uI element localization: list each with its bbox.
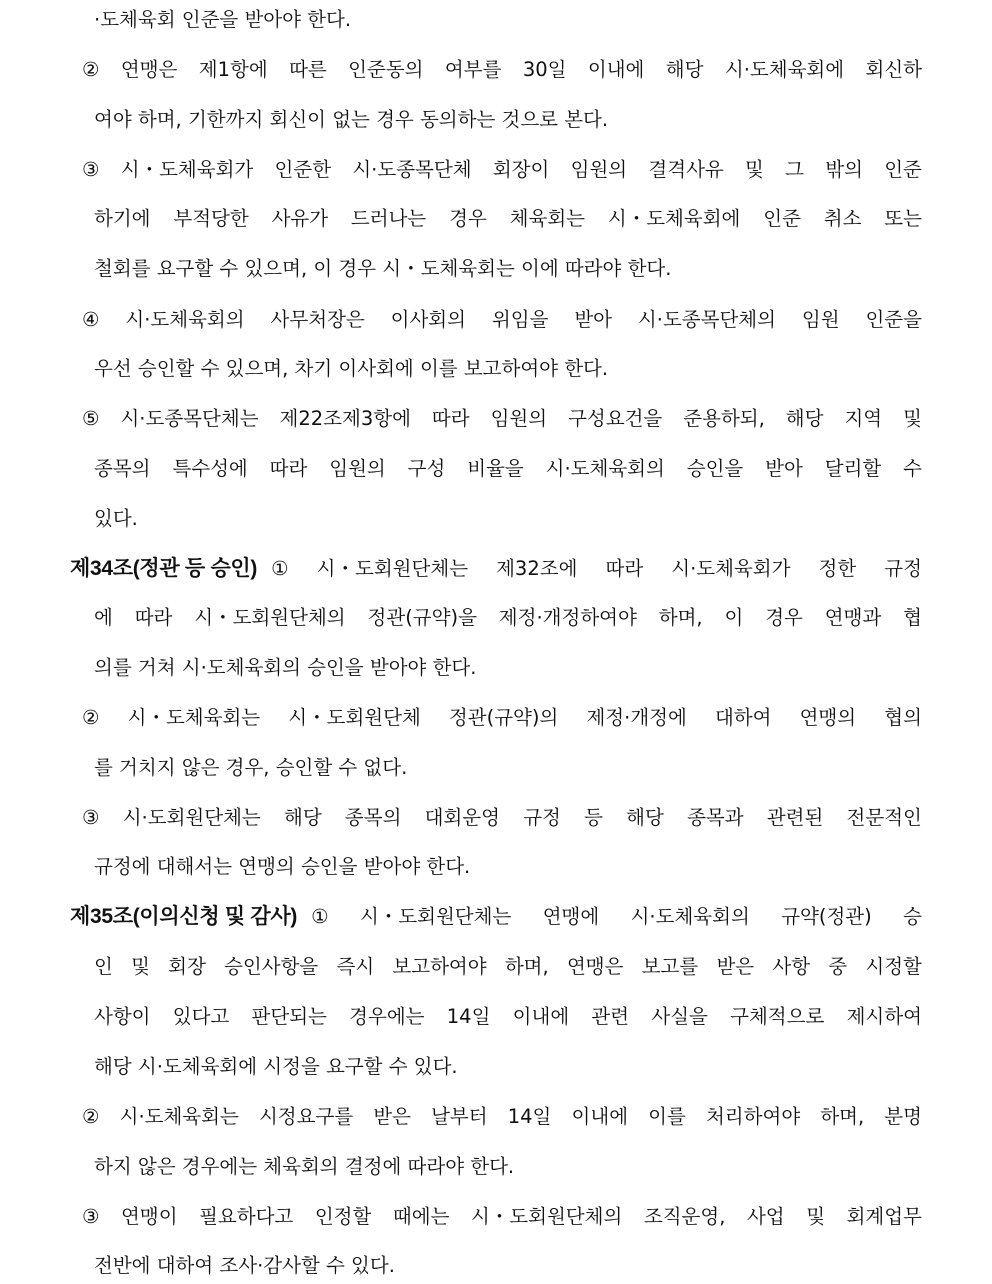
- word: 특수성에: [172, 457, 248, 480]
- article-34-p2-line: [82, 704, 922, 732]
- word: ③: [82, 158, 100, 181]
- paragraph-5-line: [94, 455, 922, 483]
- word: 따라: [431, 407, 470, 430]
- word: 시・도회원단체의: [194, 606, 346, 629]
- word: 종목과: [687, 806, 744, 829]
- word: 시정할: [865, 955, 922, 978]
- word: 이내에: [587, 58, 645, 81]
- word: 준용하되,: [683, 407, 765, 430]
- article-34-heading: 제34조(정관 등 승인): [70, 557, 258, 580]
- article-35-p2-line: [82, 1103, 922, 1131]
- word: 사실을: [651, 1005, 708, 1028]
- word: 관련된: [766, 806, 824, 829]
- word: 받아: [574, 308, 612, 331]
- word: 조직운영,: [643, 1205, 726, 1228]
- word: 및: [745, 158, 764, 181]
- word: 체육회는: [509, 207, 586, 230]
- word: 하며,: [658, 606, 703, 629]
- word: 및: [806, 1205, 826, 1228]
- article-34-p1-text: [271, 555, 922, 583]
- word: 회계업무: [846, 1205, 922, 1228]
- word: 시・도회원단체는: [316, 557, 469, 580]
- word: 중: [828, 955, 848, 978]
- word: 구체적으로: [730, 1005, 825, 1028]
- word: 하며,: [820, 1105, 865, 1128]
- word: 인: [94, 955, 113, 978]
- text-line: [94, 6, 351, 34]
- word: 연맹은: [120, 58, 178, 81]
- word: 사유가: [271, 207, 329, 230]
- word: 협: [903, 606, 922, 629]
- word: 이: [724, 606, 744, 629]
- word: 인준: [884, 158, 922, 181]
- paragraph-3-line: 철회를 요구할 수 있으며, 이 경우 시・도체육회는 이에 따라야 한다.: [94, 257, 672, 280]
- word: 제22조제3항에: [279, 407, 411, 430]
- word: 규정: [523, 806, 561, 829]
- word: 시·도체육회의: [630, 905, 750, 928]
- word: 정관(규약)을: [367, 606, 477, 629]
- word: 연맹의: [799, 706, 857, 729]
- word: 대하여: [714, 706, 772, 729]
- article-34-line: [94, 604, 922, 632]
- word: 시·도종목단체는: [120, 407, 259, 430]
- word: 사무처장은: [270, 308, 365, 331]
- word: 결격사유: [648, 158, 724, 181]
- word: 여부를: [444, 58, 502, 81]
- article-35-p1-text: [311, 903, 922, 931]
- word: 보고하여야: [392, 955, 487, 978]
- word: 필요하다고: [199, 1205, 294, 1228]
- paragraph-2-line: [82, 56, 922, 84]
- word: 경우: [449, 207, 487, 230]
- word: 전문적인: [846, 806, 922, 829]
- word: 에: [94, 606, 113, 629]
- word: 종목의: [94, 457, 151, 480]
- word: 즉시: [336, 955, 375, 978]
- word: 및: [131, 955, 150, 978]
- word: 판단되는: [251, 1005, 327, 1028]
- word: ⑤: [82, 407, 100, 430]
- word: 받아: [765, 457, 803, 480]
- word: 승인사항을: [224, 955, 319, 978]
- word: 제1항에: [198, 58, 268, 81]
- word: 승: [903, 905, 922, 928]
- article-35-line: [94, 953, 922, 981]
- word: 등: [584, 806, 603, 829]
- word: 처리하여야: [705, 1105, 801, 1128]
- word: 회장이: [492, 158, 550, 181]
- word: 있다고: [172, 1005, 230, 1028]
- word: 하기에: [94, 207, 151, 230]
- word: 시·도체육회에: [724, 58, 845, 81]
- word: 인준을: [865, 308, 922, 331]
- word: 정한: [818, 557, 857, 580]
- word: 인준동의: [348, 58, 424, 81]
- word: 시·도종목단체: [352, 158, 472, 181]
- word: 사항이: [94, 1005, 151, 1028]
- word: 드러나는: [350, 207, 427, 230]
- word: 또는: [884, 207, 922, 230]
- word: 이사회의: [390, 308, 466, 331]
- article-35-first-line: [70, 903, 922, 931]
- article-34-first-line: [70, 555, 922, 583]
- word: 시·도체육회가: [671, 557, 791, 580]
- word: 종목의: [344, 806, 402, 829]
- word: 이를: [648, 1105, 686, 1128]
- word: 시・도회원단체: [288, 706, 421, 729]
- word: 따라: [269, 457, 308, 480]
- word: 부적당한: [173, 207, 249, 230]
- word: 구성요건을: [568, 407, 663, 430]
- word: 시·도회원단체는: [122, 806, 261, 829]
- word: 시·도체육회의: [125, 308, 245, 331]
- word: ③: [82, 1205, 100, 1228]
- word: 경우에는: [349, 1005, 425, 1028]
- word: 하며,: [504, 955, 549, 978]
- word: 때에는: [392, 1205, 450, 1228]
- article-35-p2-line: 하지 않은 경우에는 체육회의 결정에 따라야 한다.: [94, 1155, 515, 1178]
- word: 승인을: [686, 457, 744, 480]
- paragraph-5-line: 있다.: [94, 507, 138, 530]
- word: 이내에: [571, 1105, 629, 1128]
- word: 제정·개정하여야: [498, 606, 637, 629]
- word: 달리할: [824, 457, 882, 480]
- word: 사항: [772, 955, 811, 978]
- article-35-line: [94, 1003, 922, 1031]
- word: 이내에: [512, 1005, 570, 1028]
- word: 받은: [373, 1105, 411, 1128]
- word: 대회운영: [424, 806, 500, 829]
- word: 시・도체육회가: [120, 158, 254, 181]
- word: ②: [82, 1105, 100, 1128]
- word: 따라: [605, 557, 644, 580]
- word: 규정: [884, 557, 922, 580]
- word: 시・도체육회에: [607, 207, 741, 230]
- word: 제시하여: [846, 1005, 922, 1028]
- word: 임원의: [570, 158, 628, 181]
- article-34-p3-line: [82, 804, 922, 832]
- word: 해당: [665, 58, 704, 81]
- word: 협의: [884, 706, 922, 729]
- word: 받은: [716, 955, 755, 978]
- word: 위임을: [491, 308, 549, 331]
- word: 연맹이: [121, 1205, 178, 1228]
- word: 제32조에: [496, 557, 578, 580]
- word: ①: [311, 905, 329, 928]
- word: 그: [785, 158, 804, 181]
- word: 14일: [446, 1005, 491, 1028]
- word: ①: [271, 557, 289, 580]
- article-35-line: 해당 시·도체육회에 시정을 요구할 수 있다.: [94, 1055, 458, 1078]
- word: 회신하: [865, 58, 922, 81]
- word: 연맹은: [566, 955, 624, 978]
- word: 시·도체육회의: [545, 457, 665, 480]
- word: 날부터: [431, 1105, 488, 1128]
- word: 인정할: [314, 1205, 372, 1228]
- word: 인준한: [274, 158, 332, 181]
- word: 규약(정관): [781, 905, 872, 928]
- paragraph-5-line: [82, 405, 922, 433]
- article-34-line: 의를 거쳐 시·도체육회의 승인을 받아야 한다.: [94, 656, 477, 679]
- article-34-p2-line: 를 거치지 않은 경우, 승인할 수 없다.: [94, 756, 408, 779]
- word: 관련: [591, 1005, 630, 1028]
- article-35-heading: 제35조(이의신청 및 감사): [70, 905, 298, 928]
- word: 비율을: [467, 457, 524, 480]
- word: 수: [903, 457, 922, 480]
- word: 밖의: [825, 158, 863, 181]
- word: 및: [903, 407, 922, 430]
- paragraph-3-line: [94, 205, 922, 233]
- word: 정관(규약)의: [448, 706, 559, 729]
- paragraph-4-line: [82, 306, 922, 334]
- word: 14일: [507, 1105, 552, 1128]
- word: 시·도체육회는: [119, 1105, 239, 1128]
- word: 회장: [168, 955, 206, 978]
- article-35-p3-line: 전반에 대하여 조사·감사할 수 있다.: [94, 1254, 395, 1277]
- paragraph-4-line: 우선 승인할 수 있으며, 차기 이사회에 이를 보고하여야 한다.: [94, 357, 609, 380]
- word: ③: [82, 806, 100, 829]
- word: 제정·개정에: [586, 706, 687, 729]
- word: 30일: [522, 58, 567, 81]
- text-segment: ·도체육회 인준을 받아야 한다.: [94, 8, 352, 31]
- article-34-p3-line: 규정에 대해서는 연맹의 승인을 받아야 한다.: [94, 855, 471, 878]
- article-35-p3-line: [82, 1203, 922, 1231]
- word: 시・도체육회는: [127, 706, 261, 729]
- word: 사업: [746, 1205, 785, 1228]
- word: ④: [82, 308, 100, 331]
- word: 해당: [626, 806, 664, 829]
- word: 연맹에: [542, 905, 600, 928]
- word: 연맹과: [824, 606, 882, 629]
- word: ②: [82, 706, 100, 729]
- word: 해당: [785, 407, 824, 430]
- word: 따라: [134, 606, 173, 629]
- word: 구성: [407, 457, 446, 480]
- word: 해당: [283, 806, 322, 829]
- word: 경우: [765, 606, 803, 629]
- word: 취소: [823, 207, 862, 230]
- word: 임원의: [490, 407, 548, 430]
- word: 임원의: [329, 457, 386, 480]
- word: 보고를: [641, 955, 699, 978]
- word: 시정요구를: [258, 1105, 354, 1128]
- word: 분명: [884, 1105, 922, 1128]
- word: 시・도회원단체의: [470, 1205, 623, 1228]
- word: 지역: [844, 407, 883, 430]
- paragraph-2-line: 여야 하며, 기한까지 회신이 없는 경우 동의하는 것으로 본다.: [94, 108, 609, 131]
- word: 시・도회원단체는: [359, 905, 512, 928]
- word: 따른: [289, 58, 327, 81]
- word: 시·도종목단체의: [637, 308, 776, 331]
- word: 인준: [763, 207, 801, 230]
- word: ②: [82, 58, 100, 81]
- word: 임원: [801, 308, 840, 331]
- paragraph-3-line: [82, 156, 922, 184]
